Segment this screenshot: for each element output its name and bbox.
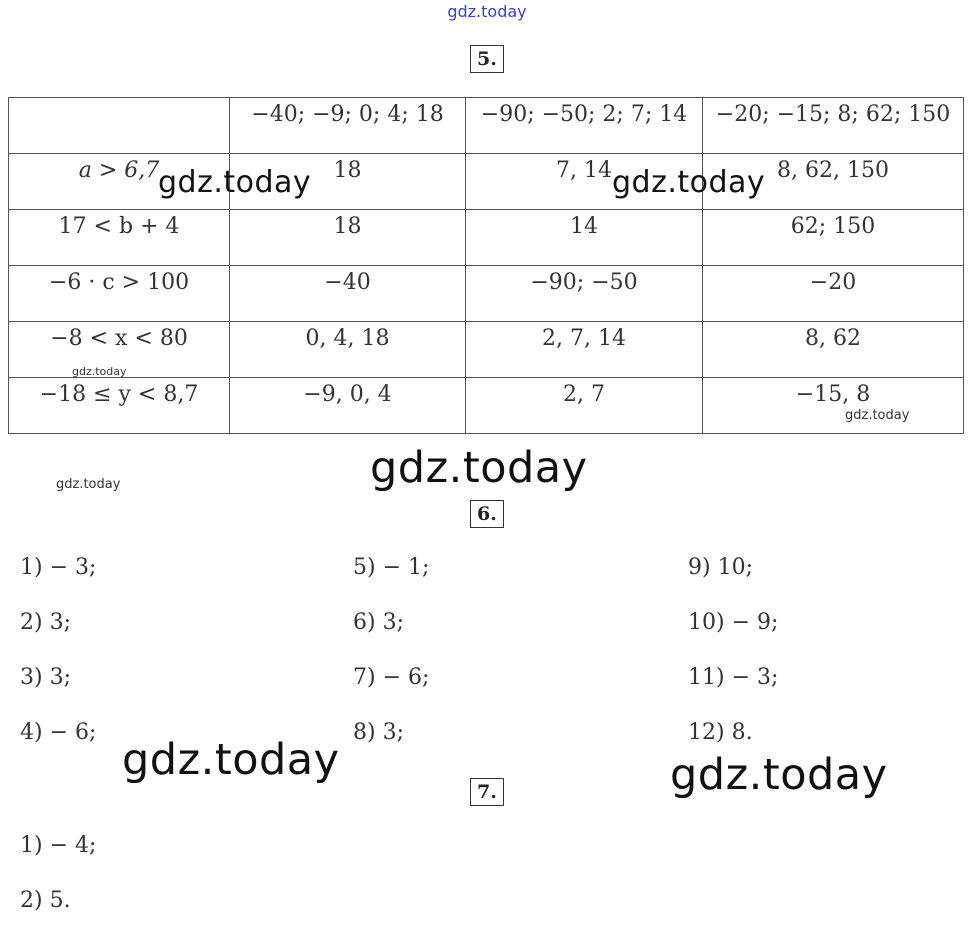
table-cell: −20 — [703, 266, 964, 322]
table-cell: 8, 62 — [703, 322, 964, 378]
answer-item: 1) − 4; — [20, 833, 97, 858]
watermark: gdz.today — [612, 165, 766, 200]
table-header-cell: −40; −9; 0; 4; 18 — [230, 98, 466, 154]
table-cell: 2, 7, 14 — [466, 322, 703, 378]
table-row — [9, 210, 964, 266]
answer-item: 8) 3; — [353, 720, 404, 745]
answer-item: 6) 3; — [353, 610, 404, 635]
table-header-cell: −90; −50; 2; 7; 14 — [466, 98, 703, 154]
answer-item: 12) 8. — [688, 720, 753, 745]
table-cell: 7, 14 — [466, 154, 703, 210]
answer-item: 1) − 3; — [20, 555, 97, 580]
table-cell: 0, 4, 18 — [230, 322, 466, 378]
table-cell: 8, 62, 150 — [703, 154, 964, 210]
condition-cell: 17 < b + 4 — [9, 210, 230, 266]
table-cell: 18 — [230, 154, 466, 210]
watermark: gdz.today — [72, 365, 127, 378]
table-cell: 18 — [230, 210, 466, 266]
table-cell: −15, 8 — [703, 378, 964, 434]
answer-item: 4) − 6; — [20, 720, 97, 745]
answer-item: 3) 3; — [20, 665, 71, 690]
condition-cell: −6 · c > 100 — [9, 266, 230, 322]
watermark: gdz.today — [845, 408, 910, 423]
condition-cell: a > 6,7 — [9, 154, 230, 210]
site-label: gdz.today — [447, 2, 527, 21]
answer-table — [8, 97, 964, 434]
table-cell: −40 — [230, 266, 466, 322]
table-cell: −9, 0, 4 — [230, 378, 466, 434]
answer-item: 5) − 1; — [353, 555, 430, 580]
answer-item: 11) − 3; — [688, 665, 779, 690]
watermark: gdz.today — [158, 165, 312, 200]
answer-item: 2) 3; — [20, 610, 71, 635]
answer-item: 10) − 9; — [688, 610, 779, 635]
table-cell: 62; 150 — [703, 210, 964, 266]
condition-cell: −8 < x < 80 — [9, 322, 230, 378]
table-row — [9, 378, 964, 434]
table-row — [9, 154, 964, 210]
section-5-label: 5. — [470, 45, 504, 73]
watermark: gdz.today — [56, 477, 121, 492]
table-header-cell — [9, 98, 230, 154]
watermark: gdz.today — [670, 750, 888, 800]
section-6-label: 6. — [470, 500, 504, 528]
table-cell: 2, 7 — [466, 378, 703, 434]
table-cell: 14 — [466, 210, 703, 266]
answer-item: 9) 10; — [688, 555, 753, 580]
table-row — [9, 266, 964, 322]
answer-item: 2) 5. — [20, 888, 71, 913]
condition-cell: −18 ≤ y < 8,7 — [9, 378, 230, 434]
watermark: gdz.today — [122, 735, 340, 785]
answer-item: 7) − 6; — [353, 665, 430, 690]
table-row — [9, 322, 964, 378]
table-cell: −90; −50 — [466, 266, 703, 322]
table-header-cell: −20; −15; 8; 62; 150 — [703, 98, 964, 154]
watermark: gdz.today — [370, 443, 588, 493]
section-7-label: 7. — [470, 778, 504, 806]
table-header-row — [9, 98, 964, 154]
